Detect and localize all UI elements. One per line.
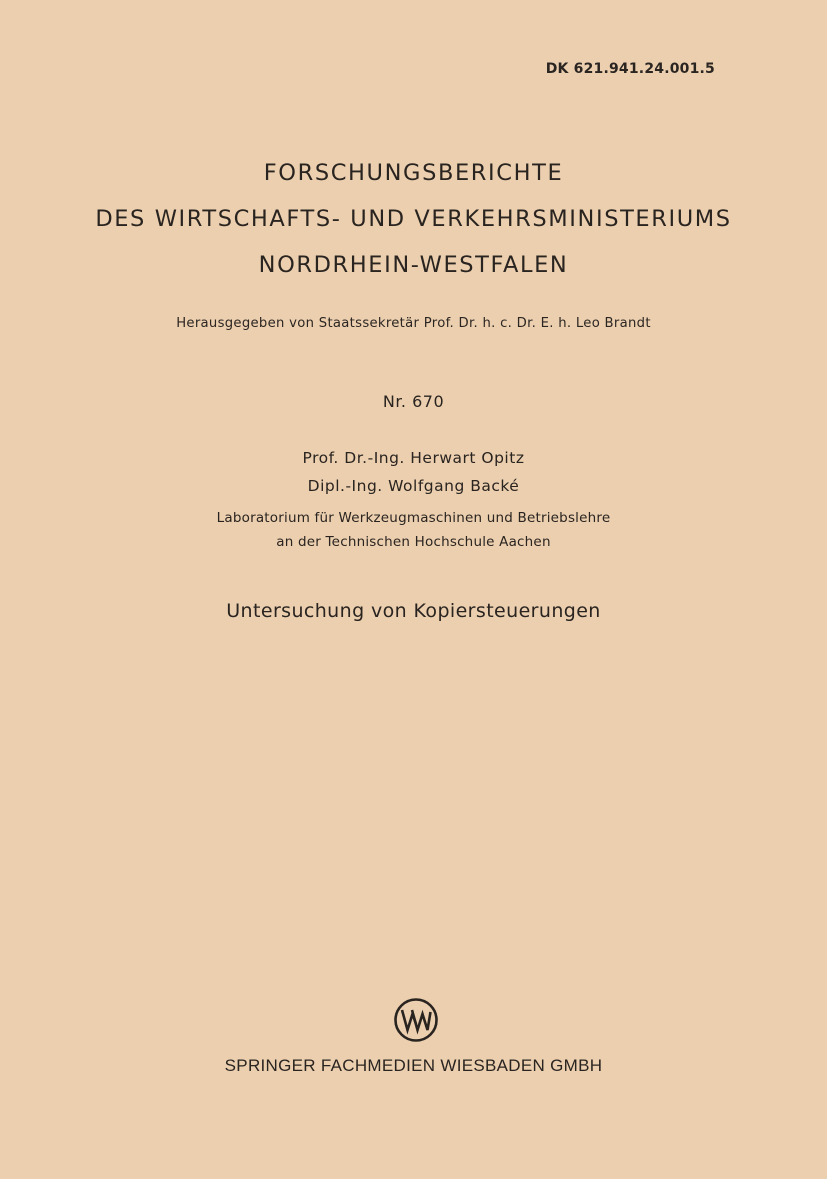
classification-code: DK 621.941.24.001.5	[545, 61, 715, 77]
series-title-line-3: NORDRHEIN-WESTFALEN	[258, 252, 569, 278]
springer-vs-logo-icon	[393, 997, 439, 1043]
institute-line-1: Laboratorium für Werkzeugmaschinen und Betriebslehre	[216, 510, 611, 526]
institute	[0, 506, 827, 554]
editor-line: Herausgegeben von Staatssekretär Prof. Dr. h. c. Dr. E. h. Leo Brandt	[176, 316, 651, 331]
book-title: Untersuchung von Kopiersteuerungen	[226, 600, 601, 622]
publisher: SPRINGER FACHMEDIEN WIESBADEN GMBH	[224, 1056, 603, 1075]
authors	[0, 444, 827, 500]
author-2: Dipl.-Ing. Wolfgang Backé	[307, 477, 520, 495]
series-title	[0, 150, 827, 288]
report-number: Nr. 670	[382, 392, 445, 411]
institute-line-2: an der Technischen Hochschule Aachen	[276, 534, 551, 550]
series-title-line-2: DES WIRTSCHAFTS- UND VERKEHRSMINISTERIUMS	[95, 206, 732, 232]
author-1: Prof. Dr.-Ing. Herwart Opitz	[302, 449, 525, 467]
series-title-line-1: FORSCHUNGSBERICHTE	[263, 160, 564, 186]
